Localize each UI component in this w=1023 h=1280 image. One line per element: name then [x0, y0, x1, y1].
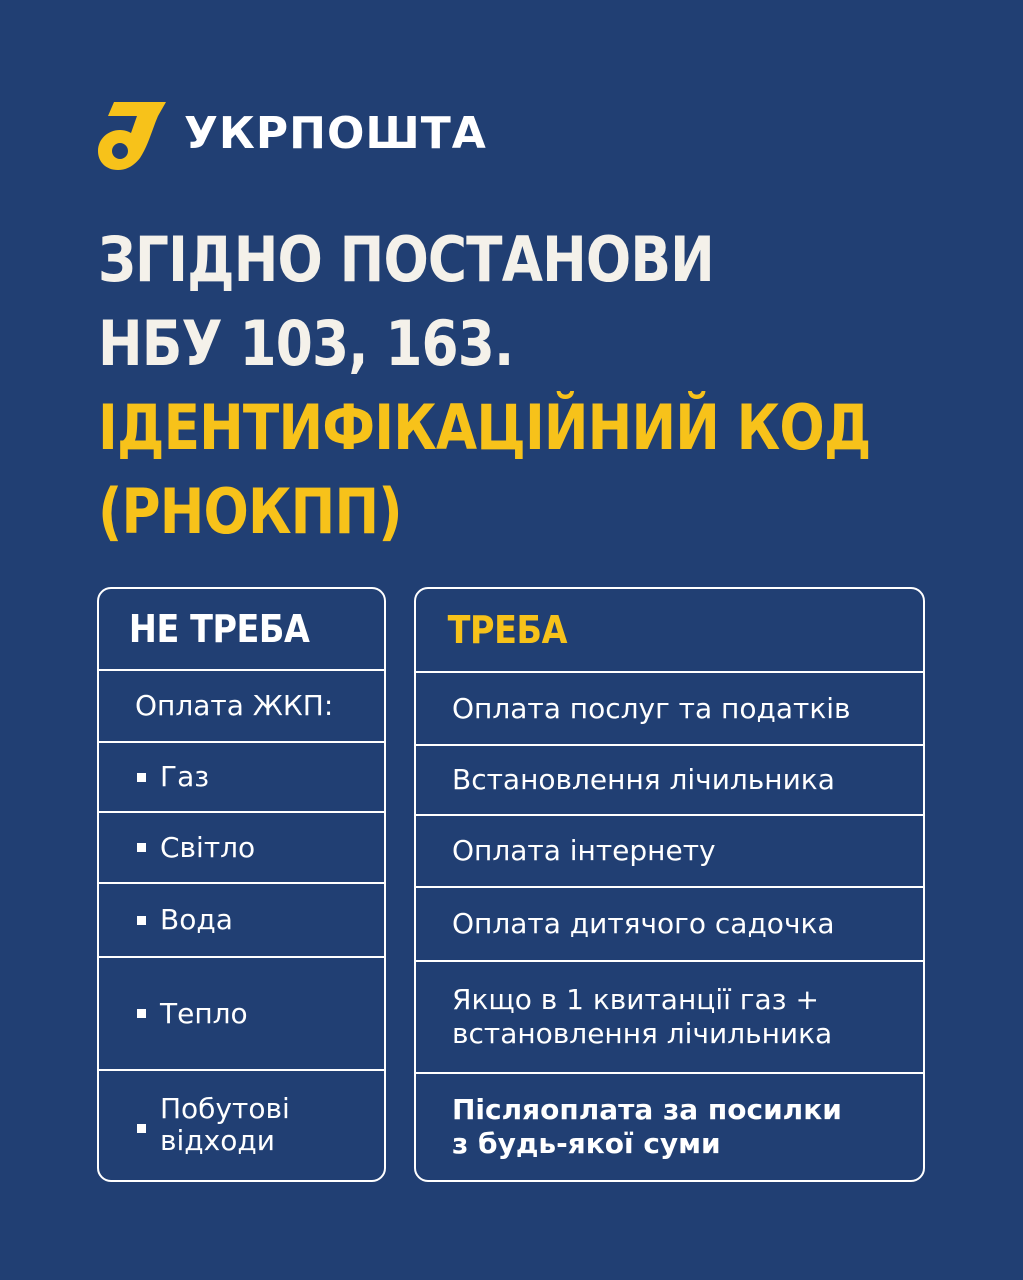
- list-item: [416, 962, 923, 1072]
- list-item: [99, 671, 384, 741]
- headline: [98, 218, 871, 554]
- required-header: ТРЕБА: [447, 608, 568, 652]
- list-item: [99, 884, 384, 956]
- bullet-icon: [137, 1009, 146, 1018]
- list-item: [99, 1071, 384, 1179]
- item-services-taxes: Оплата послуг та податків: [452, 691, 851, 725]
- list-item: [99, 743, 384, 811]
- item-gas-and-meter: [416, 983, 832, 1051]
- headline-line-4: (РНОКПП): [98, 475, 402, 548]
- item-electricity: Світло: [160, 830, 256, 864]
- bullet-icon: [137, 1124, 146, 1133]
- item-internet: Оплата інтернету: [452, 834, 716, 867]
- list-item: [416, 746, 923, 814]
- brand-logo: [96, 96, 487, 172]
- headline-line-2: НБУ 103, 163.: [98, 307, 514, 380]
- bullet-icon: [137, 843, 146, 852]
- item-cod-parcels-line-2: з будь-якої суми: [452, 1127, 721, 1160]
- item-gas-and-meter-line-1: Якщо в 1 квитанції газ +: [452, 983, 819, 1016]
- list-item: [416, 673, 923, 744]
- item-meter-installation: Встановлення лічильника: [452, 763, 835, 796]
- list-item: [416, 816, 923, 886]
- list-item: [416, 1074, 923, 1180]
- headline-line-1: ЗГІДНО ПОСТАНОВИ: [98, 223, 714, 296]
- not-required-header: НЕ ТРЕБА: [128, 607, 310, 651]
- utilities-label: Оплата ЖКП:: [135, 689, 334, 722]
- item-household-waste-line-1: Побутові: [160, 1092, 290, 1125]
- bullet-icon: [137, 916, 146, 925]
- item-cod-parcels: [416, 1093, 842, 1161]
- item-cod-parcels-line-1: Післяоплата за посилки: [452, 1093, 842, 1126]
- item-water: Вода: [160, 903, 233, 936]
- brand-name: УКРПОШТА: [184, 108, 487, 159]
- list-item: [416, 888, 923, 960]
- headline-line-3: ІДЕНТИФІКАЦІЙНИЙ КОД: [98, 391, 871, 464]
- item-kindergarten: Оплата дитячого садочка: [452, 907, 835, 940]
- bullet-icon: [137, 773, 146, 782]
- required-table: [414, 587, 925, 1182]
- item-household-waste: [160, 1093, 290, 1157]
- not-required-header-row: [99, 589, 384, 669]
- item-heat: Тепло: [160, 996, 248, 1030]
- ukrposhta-logo-icon: [96, 96, 172, 172]
- required-header-row: [416, 589, 923, 671]
- item-gas-and-meter-line-2: встановлення лічильника: [452, 1017, 833, 1050]
- item-household-waste-line-2: відходи: [160, 1124, 275, 1157]
- list-item: [99, 813, 384, 882]
- item-gas: Газ: [160, 760, 210, 793]
- list-item: [99, 958, 384, 1069]
- not-required-table: [97, 587, 386, 1182]
